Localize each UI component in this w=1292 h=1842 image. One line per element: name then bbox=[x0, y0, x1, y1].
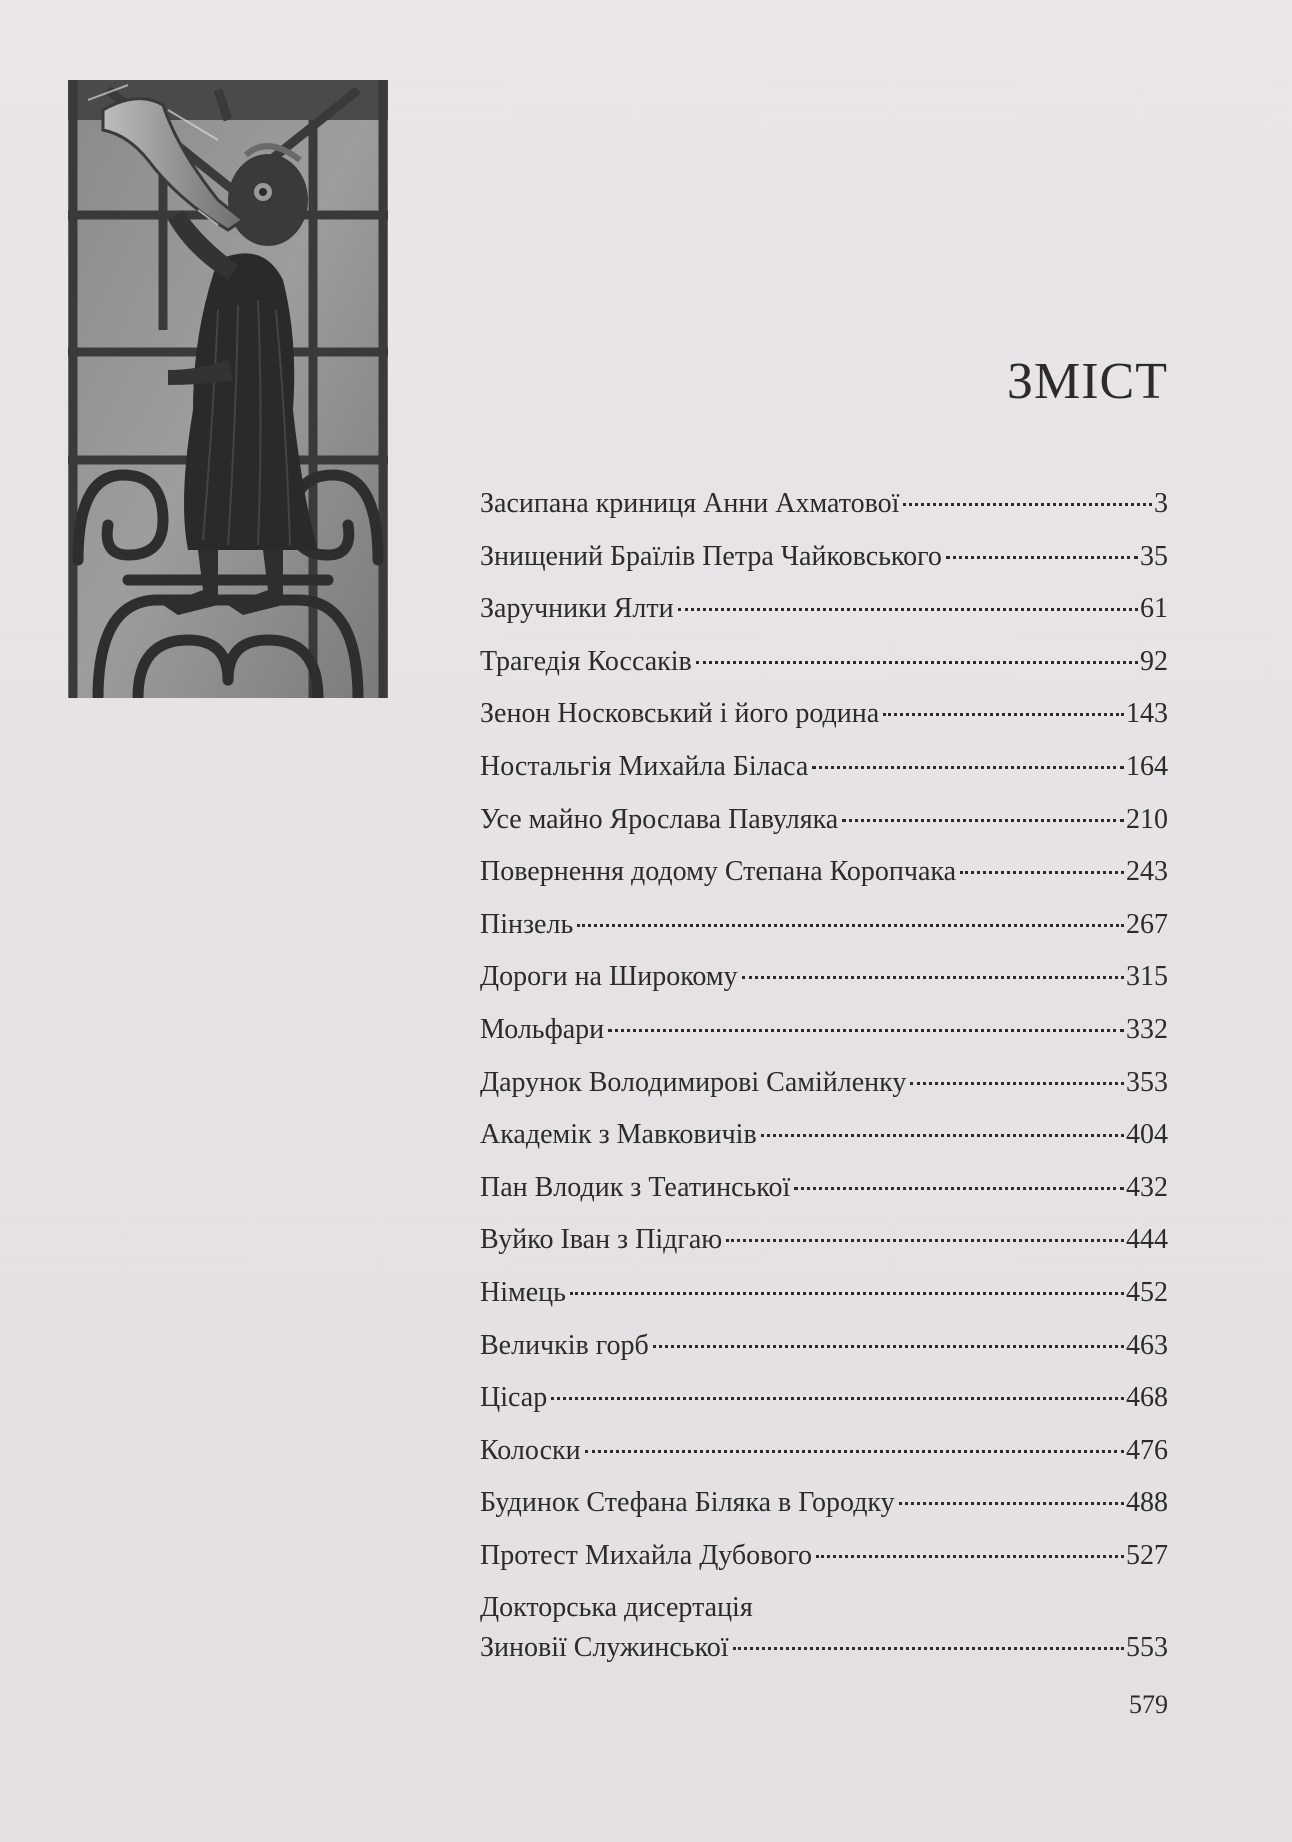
toc-entry-title: Вуйко Іван з Підгаю bbox=[480, 1224, 723, 1256]
toc-entry-title: Протест Михайла Дубового bbox=[480, 1539, 812, 1571]
toc-entry-title: Колоски bbox=[480, 1434, 581, 1466]
dot-leader bbox=[899, 1502, 1124, 1505]
toc-entry[interactable] bbox=[480, 1115, 1168, 1168]
toc-entry-page: 3 bbox=[1154, 488, 1168, 519]
toc-entry-title: Будинок Стефана Біляка в Городку bbox=[480, 1487, 895, 1519]
dot-leader bbox=[585, 1450, 1124, 1453]
toc-entry[interactable] bbox=[480, 1431, 1168, 1484]
toc-entry-line2 bbox=[480, 1628, 1168, 1668]
toc-entry-title: Трагедія Коссаків bbox=[480, 645, 692, 677]
toc-entry-title: Величків горб bbox=[480, 1329, 649, 1361]
toc-entry-title: Повернення додому Степана Коропчака bbox=[480, 856, 957, 888]
dot-leader bbox=[761, 1134, 1124, 1137]
toc-entry-page: 353 bbox=[1126, 1066, 1168, 1098]
toc-entry-page: 527 bbox=[1126, 1539, 1168, 1571]
toc-entry-page: 463 bbox=[1126, 1329, 1168, 1361]
toc-entry[interactable] bbox=[480, 957, 1168, 1010]
toc-entry-page: 143 bbox=[1126, 698, 1168, 730]
toc-entry-page: 164 bbox=[1126, 750, 1168, 782]
toc-entry-title: Усе майно Ярослава Павуляка bbox=[480, 803, 839, 835]
dot-leader bbox=[903, 503, 1152, 506]
dot-leader bbox=[910, 1082, 1124, 1085]
toc-entry-page: 243 bbox=[1126, 856, 1168, 888]
toc-entry-page: 332 bbox=[1126, 1013, 1168, 1045]
toc-entry[interactable] bbox=[480, 747, 1168, 800]
toc-entry-title: Дарунок Володимирові Самійленку bbox=[480, 1066, 907, 1098]
toc-entry-page: 210 bbox=[1126, 803, 1168, 835]
toc-entry-title: Академік з Мавковичів bbox=[480, 1119, 757, 1151]
dot-leader bbox=[946, 556, 1138, 559]
toc-entry-page: 488 bbox=[1126, 1487, 1168, 1519]
toc-entry-page: 35 bbox=[1140, 540, 1168, 572]
dot-leader bbox=[960, 871, 1124, 874]
dot-leader bbox=[608, 1029, 1124, 1032]
dot-leader bbox=[551, 1397, 1124, 1400]
stained-glass-horn-blower-image bbox=[68, 80, 388, 698]
toc-entry[interactable] bbox=[480, 1063, 1168, 1116]
toc-entry[interactable] bbox=[480, 1536, 1168, 1589]
dot-leader bbox=[577, 924, 1124, 927]
toc-entry-title-line2: Зиновії Служинської bbox=[480, 1632, 729, 1664]
toc-entry-title: Зенон Носковський і його родина bbox=[480, 698, 880, 730]
toc-entry[interactable] bbox=[480, 905, 1168, 958]
toc-entry-title: Пінзель bbox=[480, 908, 574, 940]
toc-entry[interactable] bbox=[480, 800, 1168, 853]
toc-entry-page: 92 bbox=[1140, 645, 1168, 677]
dot-leader bbox=[742, 976, 1124, 979]
toc-entry-title: Пан Влодик з Театинської bbox=[480, 1171, 791, 1203]
toc-entry[interactable] bbox=[480, 1010, 1168, 1063]
toc-entry-title: Засипана криниця Анни Ахматової bbox=[480, 488, 900, 519]
toc-entry[interactable] bbox=[480, 852, 1168, 905]
dot-leader bbox=[678, 608, 1138, 611]
toc-entry[interactable] bbox=[480, 1168, 1168, 1221]
toc-entry-title: Дороги на Широкому bbox=[480, 961, 738, 993]
toc-entry-page: 452 bbox=[1126, 1276, 1168, 1308]
toc-entry[interactable] bbox=[480, 1588, 1168, 1676]
toc-entry[interactable] bbox=[480, 537, 1168, 590]
toc-entry-title: Знищений Браїлів Петра Чайковського bbox=[480, 540, 942, 572]
contents-heading: ЗМІСТ bbox=[1006, 353, 1168, 410]
toc-entry-page: 61 bbox=[1140, 593, 1168, 625]
toc-entry-page: 404 bbox=[1126, 1119, 1168, 1151]
toc-entry[interactable] bbox=[480, 694, 1168, 747]
toc-entry[interactable] bbox=[480, 1273, 1168, 1326]
dot-leader bbox=[816, 1555, 1124, 1558]
toc-entry-page: 267 bbox=[1126, 908, 1168, 940]
dot-leader bbox=[812, 766, 1124, 769]
dot-leader bbox=[726, 1239, 1124, 1242]
toc-entry-title: Німець bbox=[480, 1276, 566, 1308]
toc-entry[interactable] bbox=[480, 1378, 1168, 1431]
table-of-contents bbox=[480, 484, 1168, 1676]
dot-leader bbox=[733, 1647, 1124, 1650]
toc-entry-page: 468 bbox=[1126, 1382, 1168, 1414]
dot-leader bbox=[794, 1187, 1124, 1190]
toc-entry-title: Мольфари bbox=[480, 1013, 605, 1045]
toc-entry-title: Ностальгія Михайла Біласа bbox=[480, 750, 809, 782]
page-number: 579 bbox=[1129, 1690, 1168, 1719]
toc-entry[interactable] bbox=[480, 484, 1168, 537]
toc-entry[interactable] bbox=[480, 1220, 1168, 1273]
toc-entry-title: Цісар bbox=[480, 1382, 548, 1414]
toc-entry-title-line1: Докторська дисертація bbox=[480, 1592, 753, 1624]
toc-entry[interactable] bbox=[480, 642, 1168, 695]
toc-entry[interactable] bbox=[480, 589, 1168, 642]
toc-entry-page: 444 bbox=[1126, 1224, 1168, 1256]
toc-entry-title: Заручники Ялти bbox=[480, 593, 674, 625]
toc-entry-page: 315 bbox=[1126, 961, 1168, 993]
toc-entry-page: 553 bbox=[1126, 1632, 1168, 1664]
toc-entry-page: 432 bbox=[1126, 1171, 1168, 1203]
toc-entry[interactable] bbox=[480, 1483, 1168, 1536]
dot-leader bbox=[883, 713, 1124, 716]
dot-leader bbox=[570, 1292, 1124, 1295]
toc-entry[interactable] bbox=[480, 1326, 1168, 1379]
dot-leader bbox=[653, 1345, 1124, 1348]
toc-entry-page: 476 bbox=[1126, 1434, 1168, 1466]
dot-leader bbox=[696, 661, 1138, 664]
dot-leader bbox=[842, 819, 1124, 822]
